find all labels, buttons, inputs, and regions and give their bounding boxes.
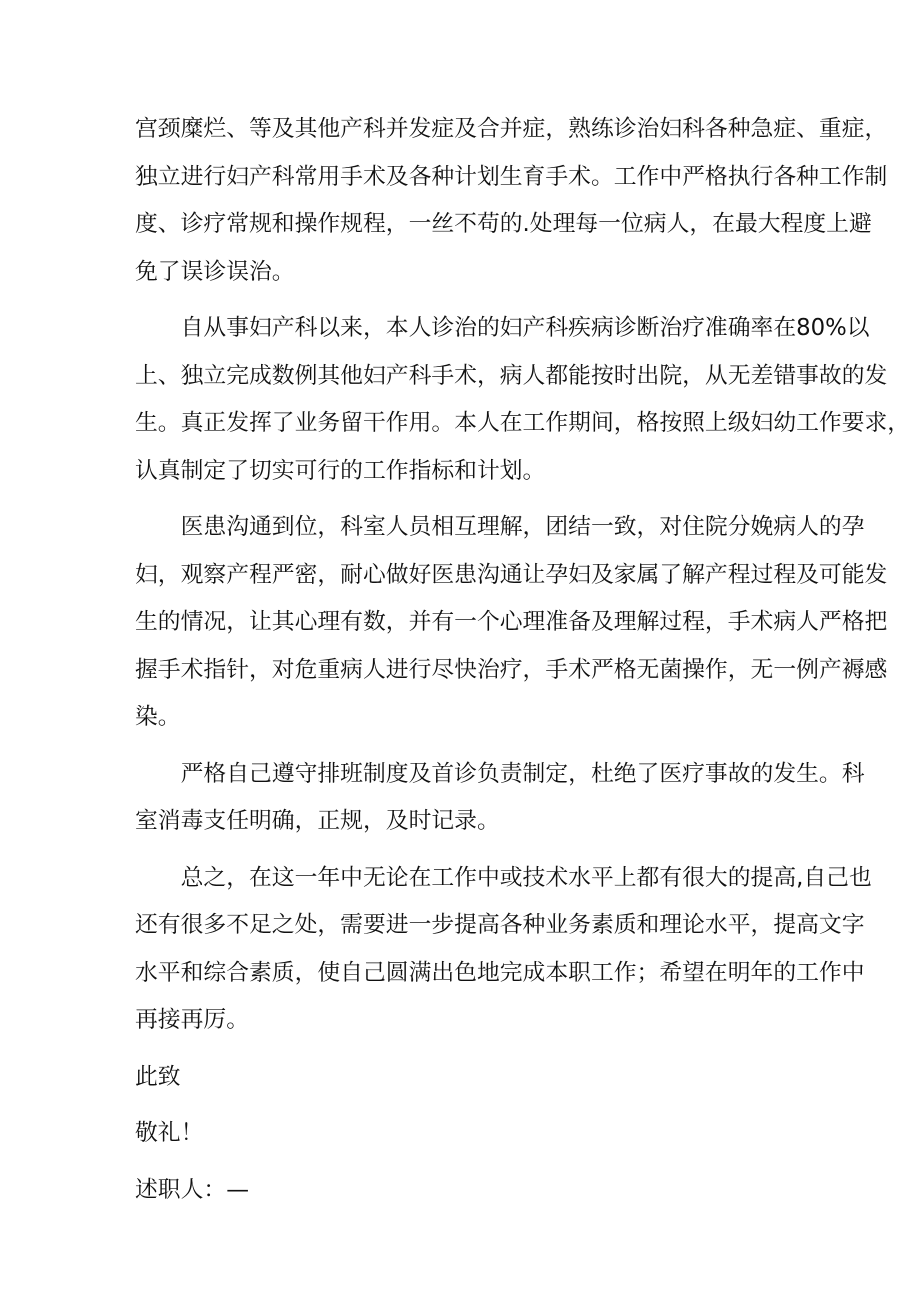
text-line: 握手术指针，对危重病人进行尽快治疗，手术严格无菌操作，无一例产褥感 — [135, 656, 888, 683]
closing — [135, 1054, 795, 1215]
paragraph-2 — [135, 305, 911, 495]
text-line: 还有很多不足之处，需要进一步提高各种业务素质和理论水平，提高文字 — [135, 912, 865, 938]
text-line: 染。 — [135, 704, 181, 730]
text-line: 总之，在这一年中无论在工作中或技术水平上都有很大的提高,自己也 — [180, 864, 872, 891]
text-line: 生。真正发挥了业务留干作用。本人在工作期间，格按照上级妇幼工作要求， — [135, 410, 911, 436]
text-line: 生的情况，让其心理有数，并有一个心理准备及理解过程，手术病人严格把 — [135, 609, 888, 635]
paragraph-4 — [135, 751, 865, 846]
closing-regards: 敬礼！ — [135, 1120, 204, 1146]
closing-salutation: 此致 — [135, 1063, 181, 1090]
document-page — [135, 106, 911, 1214]
text-line: 独立进行妇产科常用手术及各种计划生育手术。工作中严格执行各种工作制 — [135, 163, 888, 190]
text-line: 上、独立完成数例其他妇产科手术，病人都能按时出院，从无差错事故的发 — [135, 362, 888, 389]
text-line: 认真制定了切实可行的工作指标和计划。 — [135, 457, 546, 484]
text-line: 严格自己遵守排班制度及首诊负责制定，杜绝了医疗事故的发生。科 — [180, 760, 865, 787]
text-line: 自从事妇产科以来，本人诊治的妇产科疾病诊断治疗准确率在80%以 — [180, 315, 870, 341]
signature-line: 述职人：— — [135, 1176, 249, 1203]
text-line: 宫颈糜烂、等及其他产科并发症及合并症，熟练诊治妇科各种急症、重症， — [135, 116, 888, 142]
text-line: 免了误诊误治。 — [135, 258, 295, 285]
text-line: 医患沟通到位，科室人员相互理解，团结一致，对住院分娩病人的孕 — [180, 514, 865, 540]
text-line: 再接再厉。 — [135, 1007, 249, 1033]
text-line: 水平和综合素质，使自己圆满出色地完成本职工作；希望在明年的工作中 — [135, 959, 865, 986]
paragraph-5 — [135, 855, 872, 1045]
text-line: 度、诊疗常规和操作规程，一丝不苟的.处理每一位病人，在最大程度上避 — [135, 211, 872, 237]
text-line: 室消毒支任明确，正规，及时记录。 — [135, 808, 500, 834]
paragraph-1 — [135, 106, 888, 296]
paragraph-3 — [135, 504, 888, 742]
text-line: 妇，观察产程严密，耐心做好医患沟通让孕妇及家属了解产程过程及可能发 — [135, 561, 888, 588]
